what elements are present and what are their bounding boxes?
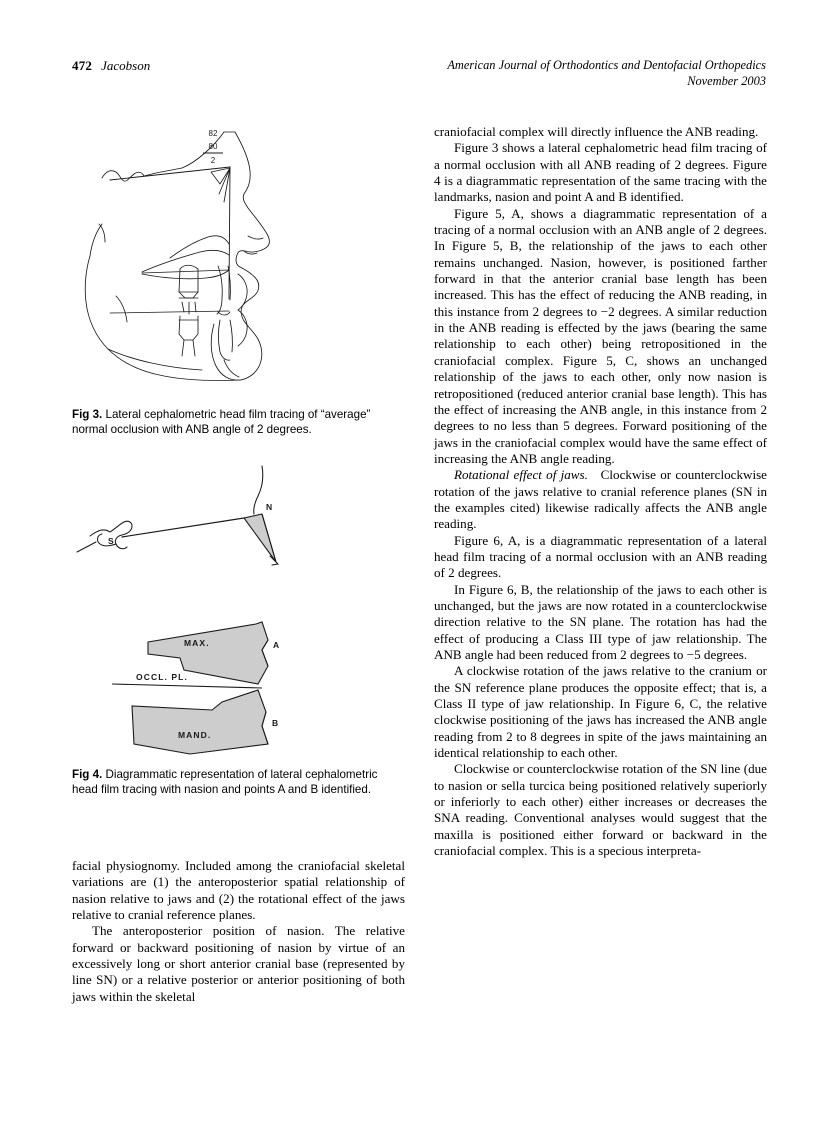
nasion-label: N: [266, 502, 273, 512]
sella-nasion-diagram: [77, 466, 278, 565]
paragraph-body: Clockwise or counterclockwise rotation of the jaws relative to cranial reference planes (SN in the examples cited) likewise radically affects the ANB angle reading.: [434, 467, 767, 532]
figure-4-caption-text: Diagrammatic representation of lateral cephalometric head film tracing with nasion and points A and B identified.: [72, 768, 378, 796]
author-name: Jacobson: [101, 58, 151, 73]
page-number: 472: [72, 58, 93, 73]
point-b-label: B: [272, 718, 279, 728]
paragraph: Figure 3 shows a lateral cephalometric head film tracing of a normal occlusion with all ANB reading of 2 degrees. Figure 4 is a diagrammatic representation of the same tracing with the landmarks, nasion and point A and B identified.: [434, 140, 767, 205]
paragraph: Clockwise or counterclockwise rotation of the SN line (due to nasion or sella turcica being positioned relatively superiorly or inferiorly to each other) either increases or decreases the SNA reading. Conventional analyses would suggest that the maxilla is positioned either forward or backward in the craniofacial complex. This is a specious interpreta-: [434, 761, 767, 859]
occlusal-plane-label: OCCL. PL.: [136, 672, 188, 682]
figure-3-caption: [72, 408, 405, 437]
anb-value: 2: [210, 156, 216, 165]
figure-3-caption-text: Lateral cephalometric head film tracing of “average” normal occlusion with ANB angle of 2 degrees.: [72, 408, 371, 436]
figure-4-caption: [72, 768, 405, 797]
running-head-right: [447, 58, 766, 89]
mandible-shape: [132, 690, 268, 754]
paragraph: craniofacial complex will directly influence the ANB reading.: [434, 124, 759, 139]
figure-4: [72, 462, 405, 797]
snb-value: 80: [208, 142, 218, 151]
paragraph-with-heading: [434, 467, 767, 532]
issue-date: November 2003: [687, 73, 766, 88]
paragraph: Figure 6, A, is a diagrammatic representation of a lateral head film tracing of a normal occlusion with an ANB reading of 2 degrees.: [434, 532, 767, 581]
figure-4-artwork: [72, 462, 405, 760]
sna-value: 82: [208, 129, 218, 138]
figure-3-label: Fig 3.: [72, 408, 103, 421]
right-column-text: [434, 124, 767, 859]
point-a-label: A: [273, 640, 280, 650]
run-in-heading: Rotational effect of jaws.: [454, 467, 588, 483]
paragraph: In Figure 6, B, the relationship of the jaws to each other is unchanged, but the jaws are now rotated in a counterclockwise direction relative to the SN plane. The rotation has had the effect of producing a Class III type of jaw relationship. The ANB angle had been reduced from 2 degrees to −5 degrees.: [434, 581, 767, 662]
cephalometric-tracing-svg: [72, 124, 405, 386]
fig3-measurements: [203, 129, 223, 165]
paragraph: Figure 5, A, shows a diagrammatic representation of a tracing of a normal occlusion with an ANB angle of 2 degrees. In Figure 5, B, the relationship of the jaws to each other remains unchanged. Nasion, however, is positioned farther forward in that the anterior cranial base length has been increased. This has the effect of reducing the ANB reading, in this instance from 2 degrees to −2 degrees. A similar reduction in the ANB reading is effected by the jaws (bearing the same relationship to each other) being retropositioned in the craniofacial complex. Figure 5, C, shows an unchanged relationship of the jaws to each other, only now nasion is retropositioned (reduced anterior cranial base length). This has the effect of increasing the ANB angle, in this instance from 2 degrees to no less than 5 degrees. Forward positioning of the jaws in the craniofacial complex would have the same effect of increasing the ANB angle reading.: [434, 205, 767, 466]
maxilla-label: MAX.: [184, 638, 210, 648]
nasion-wedge: [244, 514, 276, 562]
figure-3: [72, 124, 405, 437]
figure-3-artwork: [72, 124, 405, 386]
sella-label: S: [108, 536, 114, 546]
occlusal-plane-line: [112, 684, 262, 688]
paragraph: facial physiognomy. Included among the craniofacial skeletal variations are (1) the anteroposterior spatial relationship of nasion relative to jaws and (2) the rotational effect of the jaws relative to cranial reference planes.: [72, 858, 405, 923]
jaw-schematic: [112, 622, 279, 754]
figure-4-label: Fig 4.: [72, 768, 103, 781]
jaw-diagram-svg: [72, 462, 405, 760]
paragraph: The anteroposterior position of nasion. The relative forward or backward positioning of nasion by virtue of an excessively long or short anterior cranial base (represented by line SN) or a relative posterior or anterior positioning of both jaws within the skeletal: [72, 923, 405, 1004]
paragraph: A clockwise rotation of the jaws relative to the cranium or the SN reference plane produces the opposite effect; that is, a Class II type of jaw relationship. In Figure 6, C, the relative clockwise positioning of the jaws has increased the ANB angle reading from 2 to 8 degrees in spite of the jaws maintaining an identical relationship to each other.: [434, 663, 767, 761]
left-column-text: [72, 858, 405, 1005]
journal-title: American Journal of Orthodontics and Dentofacial Orthopedics: [447, 58, 766, 72]
running-head-left: [72, 58, 150, 74]
mandible-label: MAND.: [178, 730, 212, 740]
running-head: [72, 58, 766, 104]
